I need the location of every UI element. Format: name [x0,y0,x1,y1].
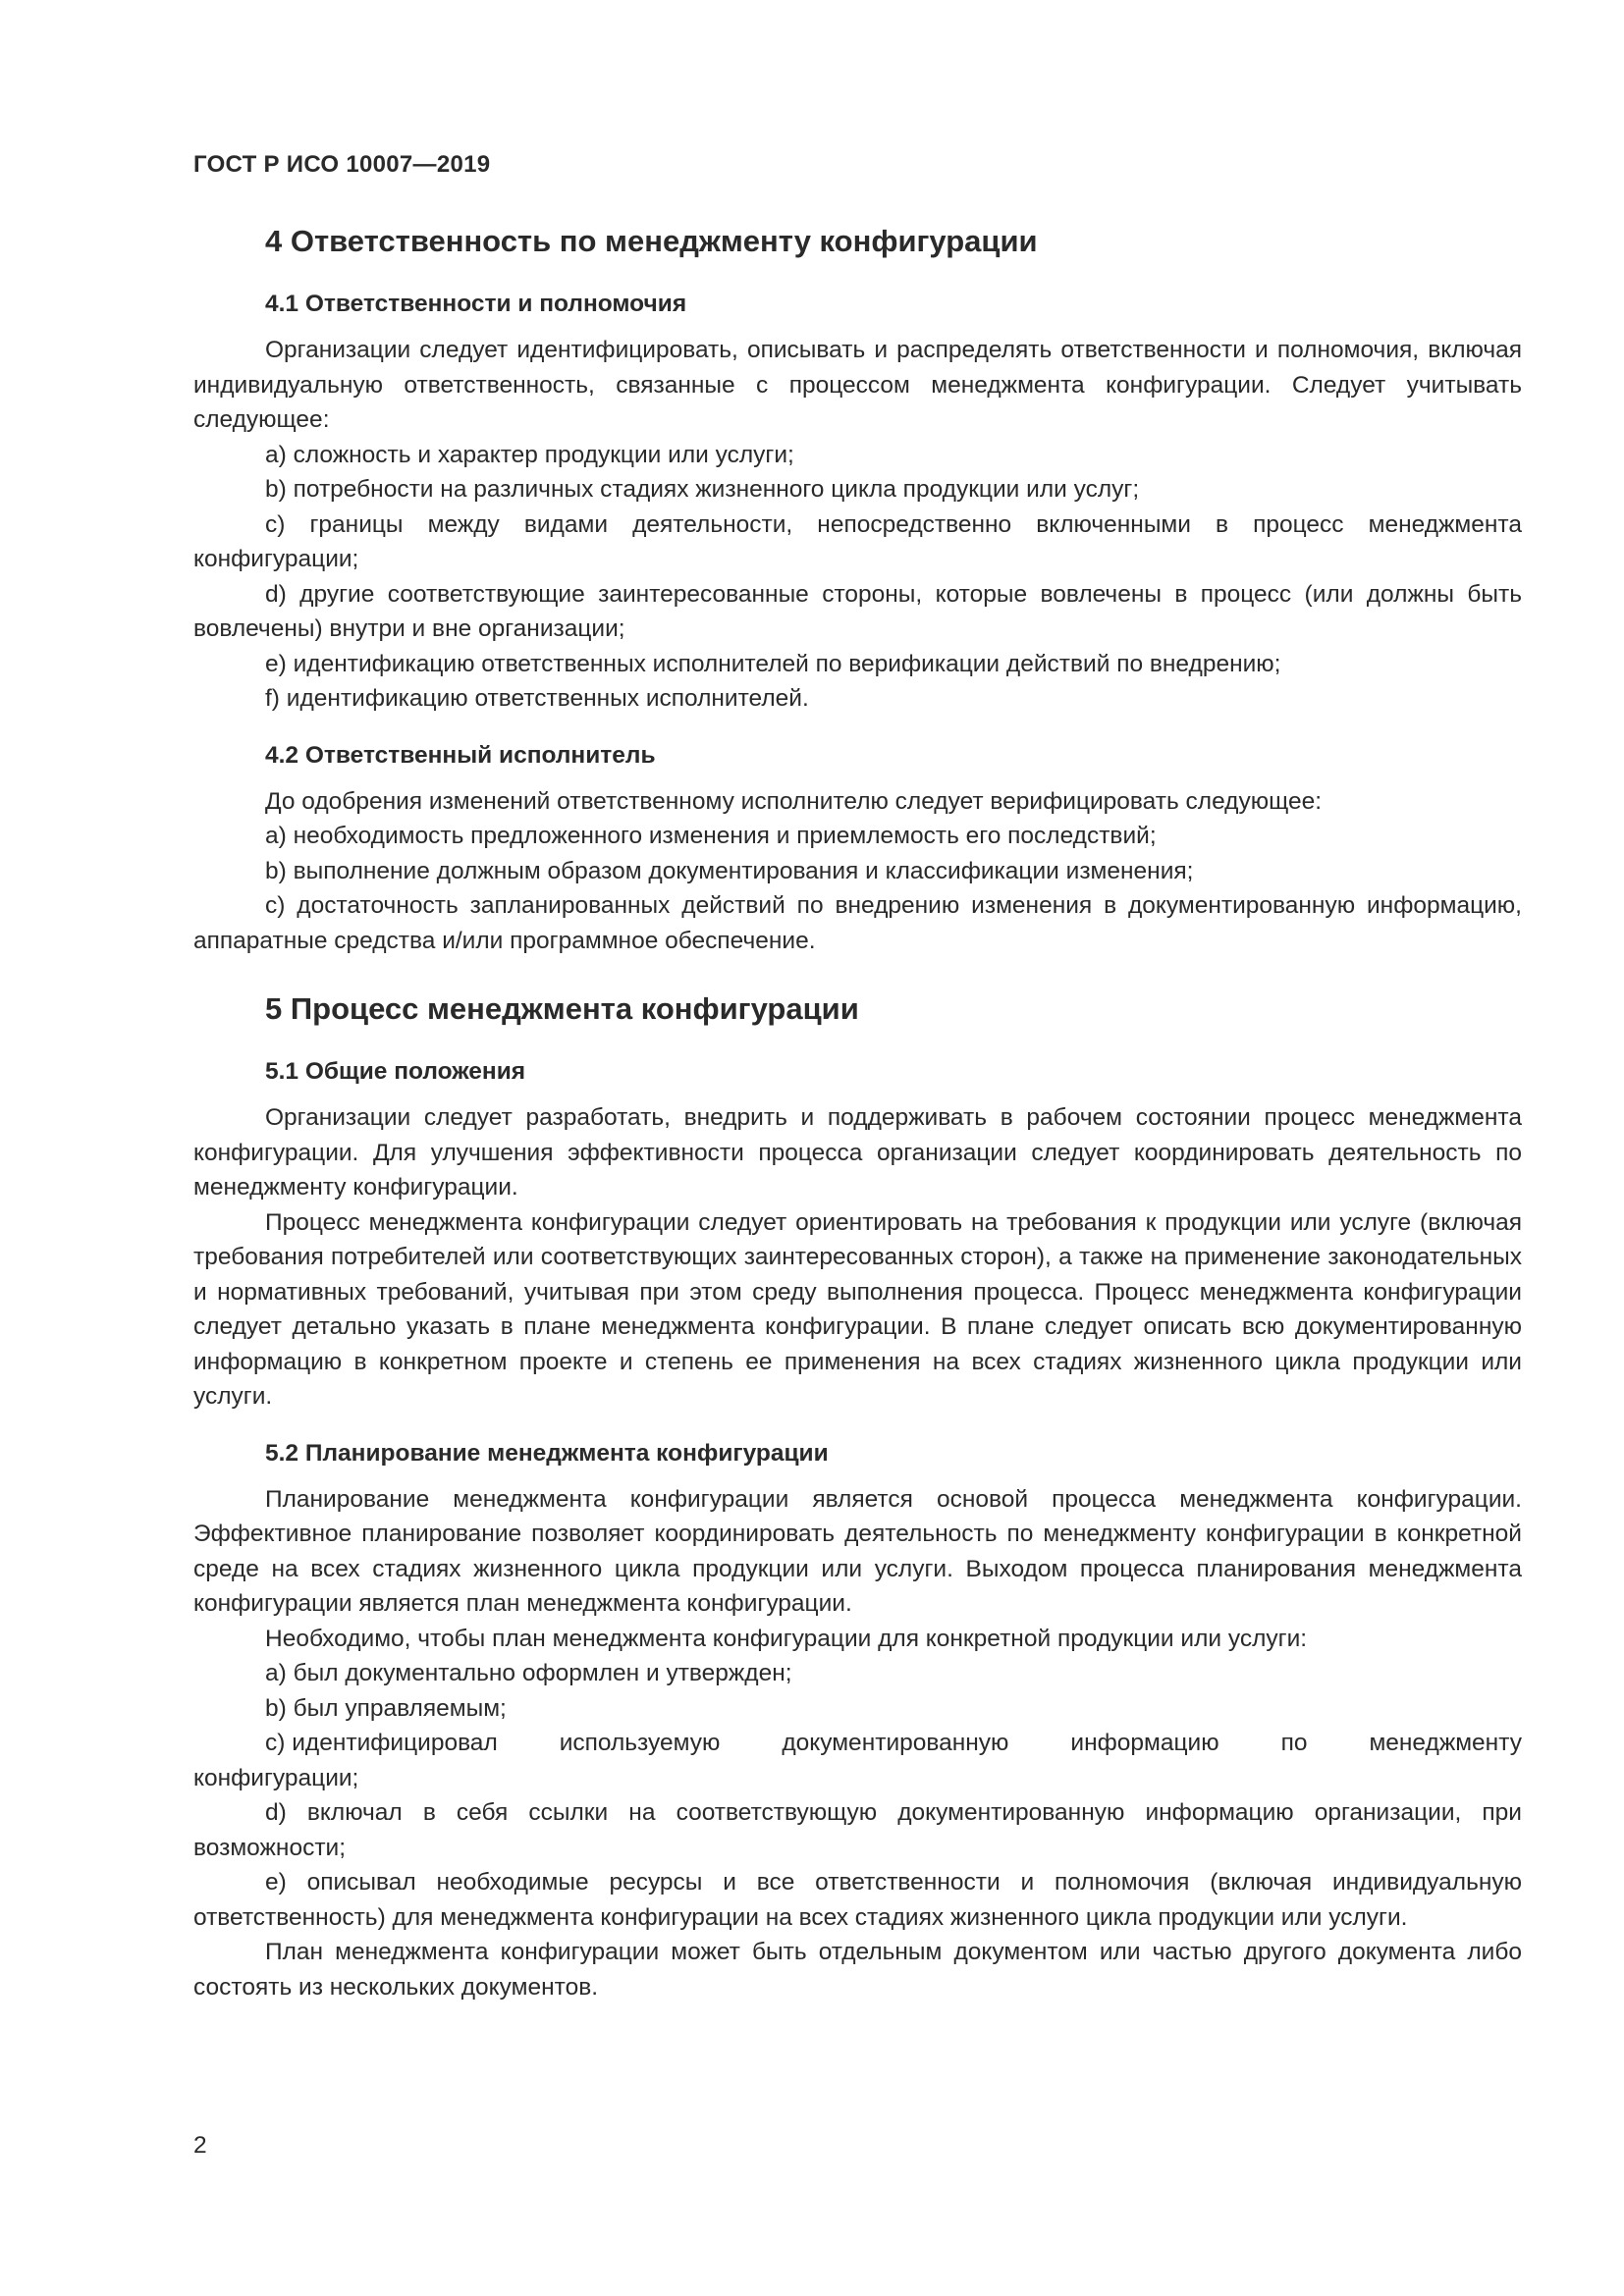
list-item: e) идентификацию ответственных исполнителей по верификации действий по внедрению; [265,650,1281,677]
subsection-4-1-heading: 4.1 Ответственности и полномочия [265,291,687,317]
paragraph: Процесс менеджмента конфигурации следует ориентировать на требования к продукции или услуге (включая требования потребителей или соответствующих заинтересованных сторон), а также на применение законодательных и нормативных требований, учитывая при этом среду выполнения процесса. Процесс менеджмента конфигурации следует детально указать в плане менеджмента конфигурации. В плане следует описать всю документированную информацию в конкретном проекте и степень ее применения на всех стадиях жизненного цикла продукции или услуги. [193,1208,1522,1410]
list-item: f) идентификацию ответственных исполнителей. [265,685,809,712]
paragraph: До одобрения изменений ответственному исполнителю следует верифицировать следующее: [265,787,1323,815]
list-item: b) потребности на различных стадиях жизненного цикла продукции или услуг; [265,476,1140,503]
subsection-5-2-heading: 5.2 Планирование менеджмента конфигурации [265,1439,829,1467]
section-5-heading: 5 Процесс менеджмента конфигурации [265,991,859,1026]
word: информацию [1070,1730,1219,1756]
list-item: d) другие соответствующие заинтересованные стороны, которые вовлечены в процесс (или должны быть вовлечены) внутри и вне организации; [193,580,1522,642]
paragraph: Организации следует идентифицировать, описывать и распределять ответственности и полномочия, включая индивидуальную ответственность, связанные с процессом менеджмента конфигурации. Следует учитывать следующее: [193,337,1522,433]
word: используемую [559,1730,721,1756]
subsection-4-2-heading: 4.2 Ответственный исполнитель [265,741,656,769]
list-item: c) границы между видами деятельности, непосредственно включенными в процесс менеджмента конфигурации; [193,510,1522,572]
list-item: a) был документально оформлен и утвержден; [265,1660,792,1686]
paragraph: План менеджмента конфигурации может быть отдельным документом или частью другого документа либо состоять из нескольких документов. [193,1939,1522,2001]
word: по [1280,1730,1308,1756]
list-item: b) выполнение должным образом документирования и классификации изменения; [265,857,1194,884]
word: c) идентифицировал [265,1730,498,1756]
subsection-5-1-heading: 5.1 Общие положения [265,1058,526,1085]
document-body [193,218,1522,2004]
list-item: b) был управляемым; [265,1694,507,1722]
list-item-continuation: конфигурации; [193,1764,359,1791]
list-item: a) сложность и характер продукции или услуги; [265,441,794,468]
paragraph: Необходимо, чтобы план менеджмента конфигурации для конкретной продукции или услуги: [265,1625,1308,1652]
page-number: 2 [193,2132,207,2159]
list-item-spread-line [193,1726,1522,1761]
word: менеджменту [1369,1730,1522,1756]
section-4-heading: 4 Ответственность по менеджменту конфигурации [265,224,1038,258]
list-item: a) необходимость предложенного изменения и приемлемость его последствий; [265,823,1157,849]
list-item: e) описывал необходимые ресурсы и все ответственности и полномочия (включая индивидуальную ответственность) для менеджмента конфигурации на всех стадиях жизненного цикла продукции или услуги. [193,1869,1522,1931]
list-item: d) включал в себя ссылки на соответствующую документированную информацию организации, при возможности; [193,1799,1522,1861]
paragraph: Планирование менеджмента конфигурации является основой процесса менеджмента конфигурации. Эффективное планирование позволяет координировать деятельность по менеджменту конфигурации в конкретной среде на всех стадиях жизненного цикла продукции или услуги. Выходом процесса планирования менеджмента конфигурации является план менеджмента конфигурации. [193,1485,1522,1617]
word: документированную [782,1730,1009,1756]
document-header: ГОСТ Р ИСО 10007—2019 [193,151,491,178]
list-item: c) достаточность запланированных действий по внедрению изменения в документированную информацию, аппаратные средства и/или программное обеспечение. [193,892,1522,954]
paragraph: Организации следует разработать, внедрить и поддерживать в рабочем состоянии процесс менеджмента конфигурации. Для улучшения эффективности процесса организации следует координировать деятельность по менеджменту конфигурации. [193,1104,1522,1201]
